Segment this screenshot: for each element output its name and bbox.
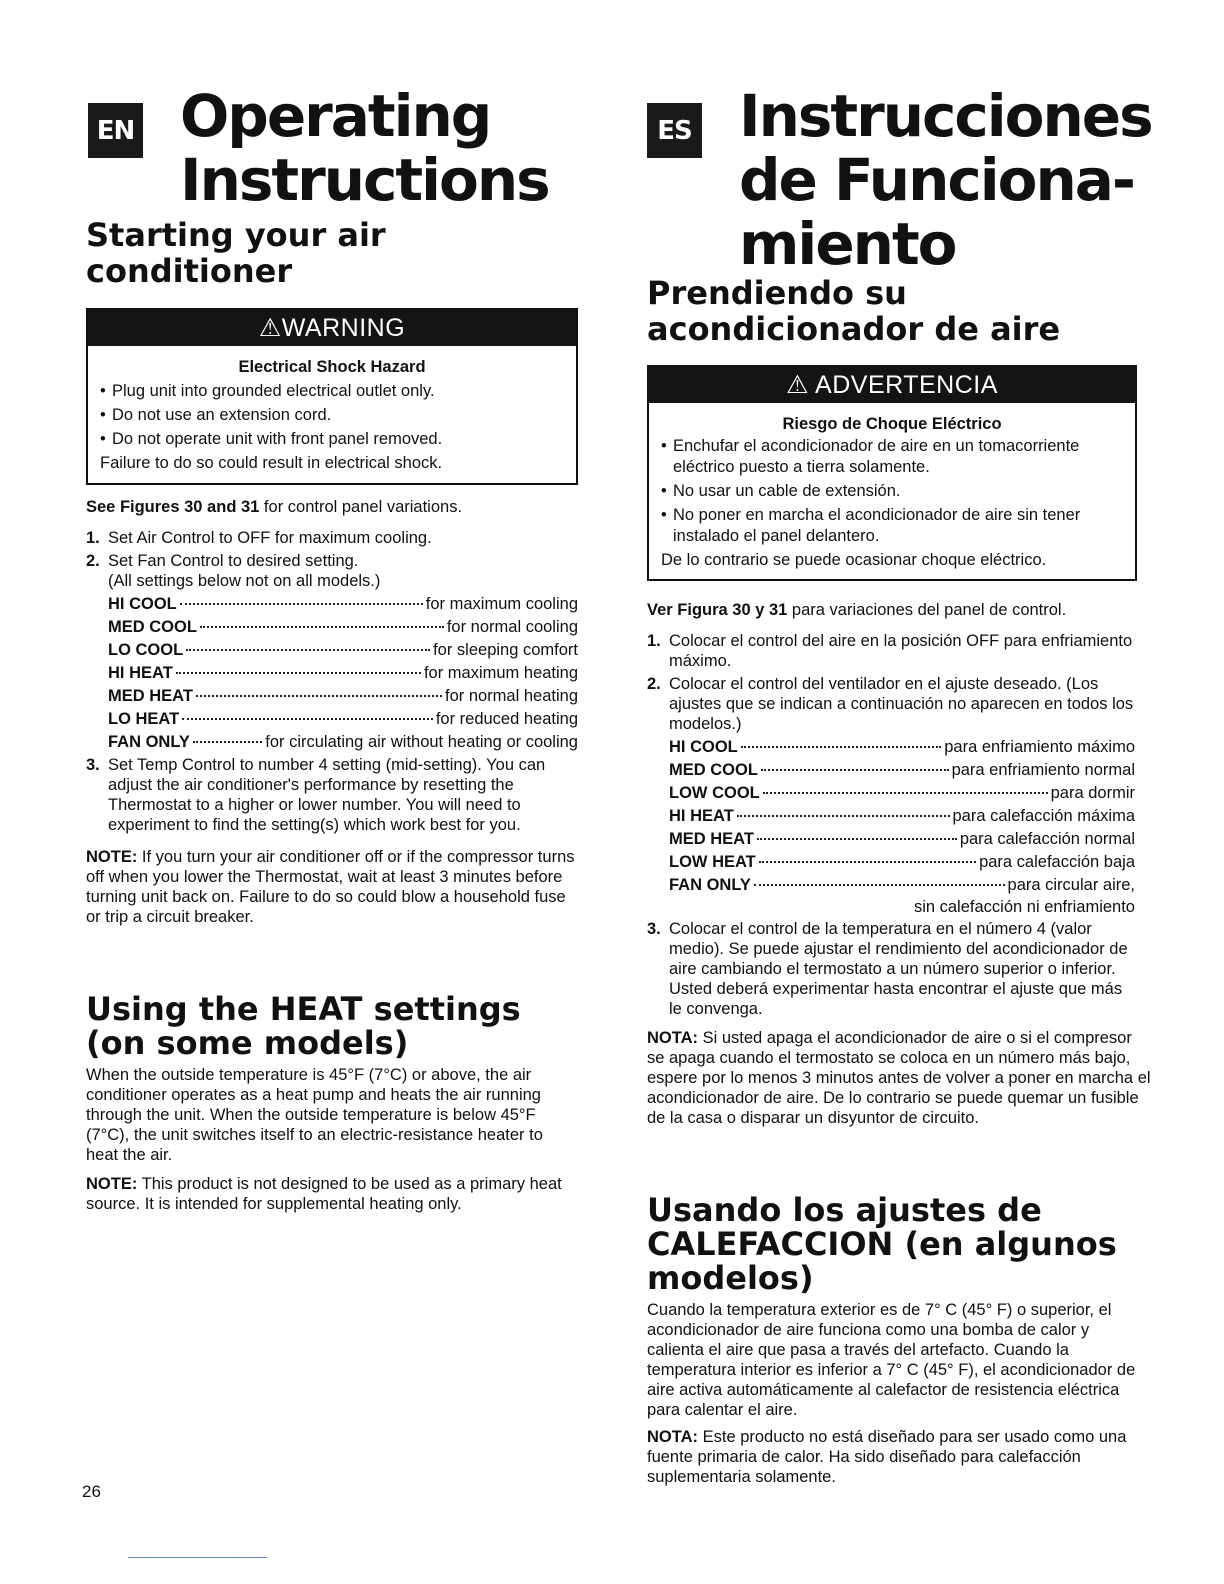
en-setting-row: MED HEAT for normal heating bbox=[108, 687, 578, 705]
en-title-line-1: Operating bbox=[180, 82, 491, 150]
en-title-line-2: Instructions bbox=[180, 146, 549, 214]
en-note-2: NOTE: This product is not designed to be used as a primary heat source. It is intended for supplemental heating only. bbox=[86, 1175, 562, 1213]
es-setting-row: MED HEAT para calefacción normal bbox=[669, 830, 1135, 848]
en-warning-bullet: • Plug unit into grounded electrical outlet only. bbox=[100, 382, 435, 400]
es-nota-2: NOTA: Este producto no está diseñado para ser usado como una fuente primaria de calor. Ha sido diseñado para calefacción suplementaria solamente. bbox=[647, 1428, 1127, 1486]
en-warning-bullet: • Do not use an extension cord. bbox=[100, 406, 332, 424]
en-see-figures: See Figures 30 and 31 for control panel variations. bbox=[86, 498, 463, 516]
es-fan-only-continuation: sin calefacción ni enfriamiento bbox=[913, 898, 1135, 916]
en-language-badge: EN bbox=[88, 103, 143, 158]
en-steps-list bbox=[86, 528, 578, 835]
en-subtitle-line-2: conditioner bbox=[86, 252, 293, 290]
en-warning-box bbox=[86, 308, 578, 485]
es-setting-row: MED COOL para enfriamiento normal bbox=[669, 761, 1135, 779]
en-page-title bbox=[180, 84, 549, 212]
es-step-3: 3. Colocar el control de la temperatura en el número 4 (valor medio). Se puede ajustar el rendimiento del acondicionador de aire cambiando el termostato a un número superior o inferior. Usted deberá experimentar hasta encontrar el ajuste que más le convenga. bbox=[647, 920, 1128, 1018]
es-warning-box bbox=[647, 365, 1137, 581]
es-nota-1: NOTA: Si usted apaga el acondicionador de aire o si el compresor se apaga cuando el termostato se coloca en un número más bajo, espere por lo menos 3 minutos antes de volver a poner en marcha el acondicionador de aire. De lo contrario se puede quemar un fusible de la casa o disparar un disyuntor de circuito. bbox=[647, 1029, 1151, 1127]
en-heat-heading: Using the HEAT settings (on some models) bbox=[86, 990, 521, 1062]
es-setting-row: LOW HEAT para calefacción baja bbox=[669, 853, 1135, 871]
en-step-3: 3. Set Temp Control to number 4 setting (mid-setting). You can adjust the air conditioner's performance by resetting the Thermostat to a higher or lower number. You will need to experiment to find the setting(s) which work best for you. bbox=[86, 756, 546, 834]
es-heat-heading: Usando los ajustes de CALEFACCION (en algunos modelos) bbox=[647, 1191, 1117, 1297]
es-warning-header: ⚠ ADVERTENCIA bbox=[649, 367, 1135, 403]
en-note-1: NOTE: If you turn your air conditioner off or if the compressor turns off when you lower the Thermostat, wait at least 3 minutes before turning unit back on. Failure to do so could blow a household fuse or trip a circuit breaker. bbox=[86, 848, 575, 926]
es-warning-bullet: • No poner en marcha el acondicionador de aire sin tener instalado el panel delantero. bbox=[661, 506, 1081, 545]
es-setting-row: HI COOL para enfriamiento máximo bbox=[669, 738, 1135, 756]
es-warning-bullet: • No usar un cable de extensión. bbox=[661, 482, 901, 500]
en-step-2: 2. Set Fan Control to desired setting. (All settings below not on all models.) HI COOL for maximum cooling MED COOL for normal cooling LO COOL for sleeping comfort HI HEAT for maximum heating MED HEAT for normal heating LO HEAT for reduced heating FAN ONLY for circulating air without heating or cooling bbox=[86, 551, 578, 754]
es-steps-list bbox=[647, 631, 1135, 1019]
es-page-title: Instrucciones de Funciona- miento bbox=[739, 82, 1152, 278]
en-warning-body bbox=[88, 346, 576, 483]
en-warning-bullet: • Do not operate unit with front panel removed. bbox=[100, 430, 443, 448]
en-setting-row: LO HEAT for reduced heating bbox=[108, 710, 578, 728]
es-warning-body bbox=[649, 403, 1135, 579]
en-heat-text: When the outside temperature is 45°F (7°C) or above, the air conditioner operates as a heat pump and heats the air running through the unit. When the outside temperature is below 45°F (7°C), the unit switches itself to an electric-resistance heater to heat the air. bbox=[86, 1066, 543, 1164]
es-heat-text: Cuando la temperatura exterior es de 7° C (45° F) o superior, el acondicionador de aire funciona como una bomba de calor y calienta el aire que pasa a través del artefacto. Cuando la temperatura interior es inferior a 7° C (45° F), el acondicionador de aire activa automáticamente al calefactor de resistencia eléctrica para calentar el aire. bbox=[647, 1301, 1136, 1419]
es-setting-row: FAN ONLY para circular aire, bbox=[669, 876, 1135, 894]
en-warning-subheading: Electrical Shock Hazard bbox=[238, 358, 426, 376]
en-step-1: 1. Set Air Control to OFF for maximum cooling. bbox=[86, 529, 432, 547]
en-warning-footer: Failure to do so could result in electrical shock. bbox=[100, 454, 443, 472]
es-language-badge: ES bbox=[647, 103, 702, 158]
es-see-figures: Ver Figura 30 y 31 para variaciones del panel de control. bbox=[647, 601, 1067, 619]
en-settings-table bbox=[108, 593, 578, 754]
en-setting-row: FAN ONLY for circulating air without heating or cooling bbox=[108, 733, 578, 751]
es-step-2: 2. Colocar el control del ventilador en el ajuste deseado. (Los ajustes que se indican a continuación no aparecen en todos los modelos.) HI COOL para enfriamiento máximo MED COOL para enfriamiento normal LOW COOL para dormir HI HEAT para calefacción máxima MED HEAT para calefacción normal LOW HEAT para calefacción baja FAN ONLY para circular aire, sin calefacción ni enfriamiento bbox=[647, 675, 1135, 916]
footer-rule bbox=[128, 1557, 267, 1558]
es-setting-row: LOW COOL para dormir bbox=[669, 784, 1135, 802]
en-setting-row: LO COOL for sleeping comfort bbox=[108, 641, 578, 659]
es-setting-row: HI HEAT para calefacción máxima bbox=[669, 807, 1135, 825]
es-settings-table bbox=[669, 736, 1135, 917]
es-starting-heading: Prendiendo su acondicionador de aire bbox=[647, 274, 1061, 348]
es-step-1: 1. Colocar el control del aire en la posición OFF para enfriamiento máximo. bbox=[647, 632, 1133, 670]
en-setting-row: MED COOL for normal cooling bbox=[108, 618, 578, 636]
page-number: 26 bbox=[82, 1482, 101, 1501]
es-warning-subheading: Riesgo de Choque Eléctrico bbox=[782, 415, 1002, 433]
en-warning-header: ⚠WARNING bbox=[88, 310, 576, 346]
en-setting-row: HI HEAT for maximum heating bbox=[108, 664, 578, 682]
en-subtitle-line-1: Starting your air bbox=[86, 216, 386, 254]
es-warning-footer: De lo contrario se puede ocasionar choque eléctrico. bbox=[661, 551, 1047, 569]
en-starting-heading bbox=[86, 217, 386, 289]
es-warning-bullet: • Enchufar el acondicionador de aire en un tomacorriente eléctrico puesto a tierra solamente. bbox=[661, 437, 1080, 476]
en-setting-row: HI COOL for maximum cooling bbox=[108, 595, 578, 613]
